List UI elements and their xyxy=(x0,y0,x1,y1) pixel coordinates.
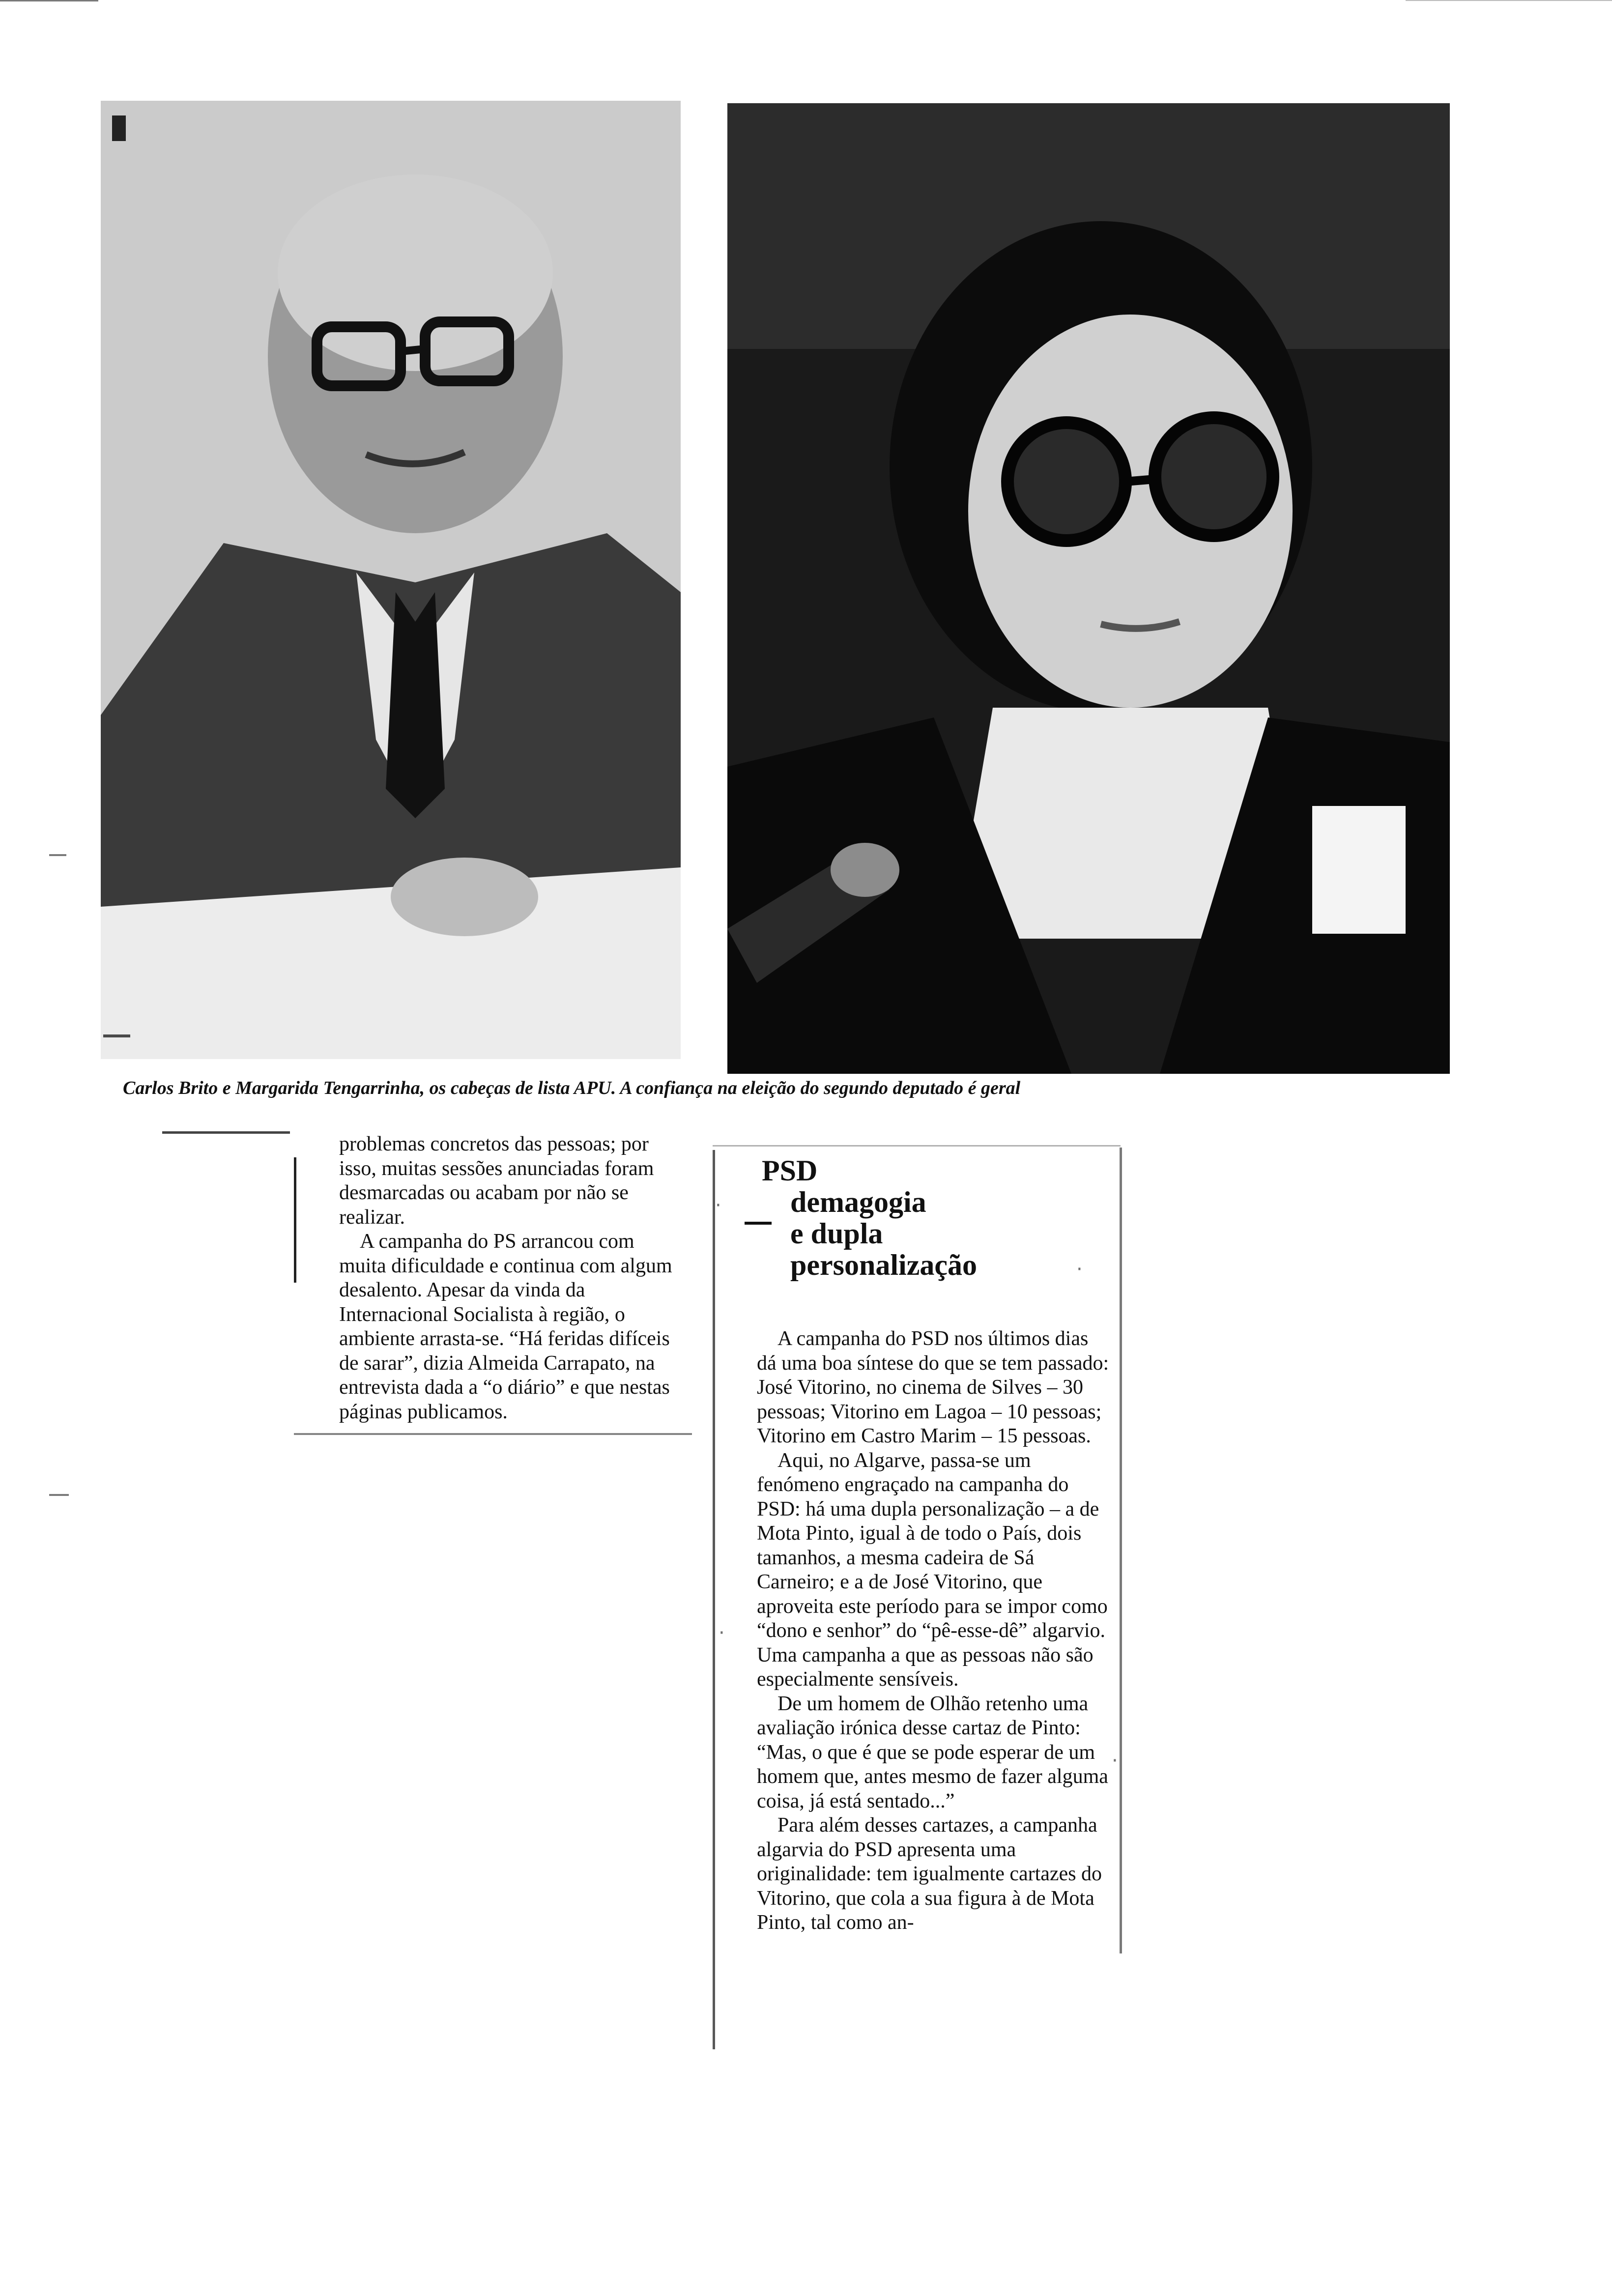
right-column-frame-right xyxy=(1120,1148,1122,1953)
photo-carlos-brito-art xyxy=(101,101,681,1059)
left-column-frame-bottom xyxy=(294,1433,692,1435)
headline-line-1: PSD xyxy=(762,1154,818,1187)
right-column-frame-top xyxy=(713,1145,1121,1147)
photo-caption: Carlos Brito e Margarida Tengarrinha, os cabeças de lista APU. A confiança na eleição do segundo deputado é geral xyxy=(123,1078,1021,1098)
left-column xyxy=(339,1132,673,1424)
left-column-frame xyxy=(294,1157,296,1283)
right-paragraph: A campanha do PSD nos últimos dias dá uma boa síntese do que se tem passado: José Vitorino, no cinema de Silves – 30 pessoas; Vitorino em Lagoa – 10 pessoas; Vitorino em Castro Marim – 15 pessoas. xyxy=(757,1327,1109,1447)
scan-mark xyxy=(103,1034,130,1037)
right-paragraph: Aqui, no Algarve, passa-se um fenómeno engraçado na campanha do PSD: há uma dupla personalização – a de Mota Pinto, igual à de todo o País, dois tamanhos, a mesma cadeira de Sá Carneiro; e a de José Vitorino, que aproveita este período para se impor como “dono e senhor” do “pê-esse-dê” algarvio. Uma campanha a que as pessoas não são especialmente sensíveis. xyxy=(757,1449,1108,1691)
right-column-frame xyxy=(713,1150,715,2049)
scan-specks: · xyxy=(1112,1750,1118,1772)
photo-margarida-tengarrinha xyxy=(727,103,1450,1074)
left-paragraph: A campanha do PS arrancou com muita dificuldade e continua com algum desalento. Apesar da vinda da Internacional Socialista à região, o ambiente arrasta-se. “Há feridas difíceis de sarar”, dizia Almeida Carrapato, na entrevista dada a “o diário” e que nestas páginas publicamos. xyxy=(339,1230,672,1423)
photo-carlos-brito xyxy=(101,101,681,1059)
headline-line-3: e dupla xyxy=(790,1217,883,1250)
article-headline xyxy=(762,1155,977,1281)
scan-specks: · xyxy=(715,1194,721,1217)
headline-line-2: demagogia xyxy=(790,1186,926,1218)
scan-specks: · xyxy=(719,1622,725,1644)
right-paragraph: Para além desses cartazes, a campanha algarvia do PSD apresenta uma originalidade: tem igualmente cartazes do Vitorino, que cola a sua figura à de Mota Pinto, tal como an- xyxy=(757,1814,1102,1934)
headline-line-4: personalização xyxy=(790,1249,977,1281)
caption-rule xyxy=(162,1131,290,1134)
left-paragraph: problemas concretos das pessoas; por isso, muitas sessões anunciadas foram desmarcadas ou acabam por não se realizar. xyxy=(339,1133,654,1229)
scan-mark xyxy=(49,1494,69,1496)
scan-edge-line xyxy=(1406,0,1612,1)
right-column xyxy=(757,1327,1111,1935)
photo-margarida-tengarrinha-art xyxy=(727,103,1450,1074)
right-paragraph: De um homem de Olhão retenho uma avaliação irónica desse cartaz de Pinto: “Mas, o que é que se pode esperar de um homem que, antes mesmo de fazer alguma coisa, já está sentado...” xyxy=(757,1692,1108,1812)
scan-specks: · xyxy=(1076,1258,1083,1281)
scan-edge-line xyxy=(0,0,98,1)
scan-mark xyxy=(49,854,66,856)
scan-mark xyxy=(112,115,126,141)
